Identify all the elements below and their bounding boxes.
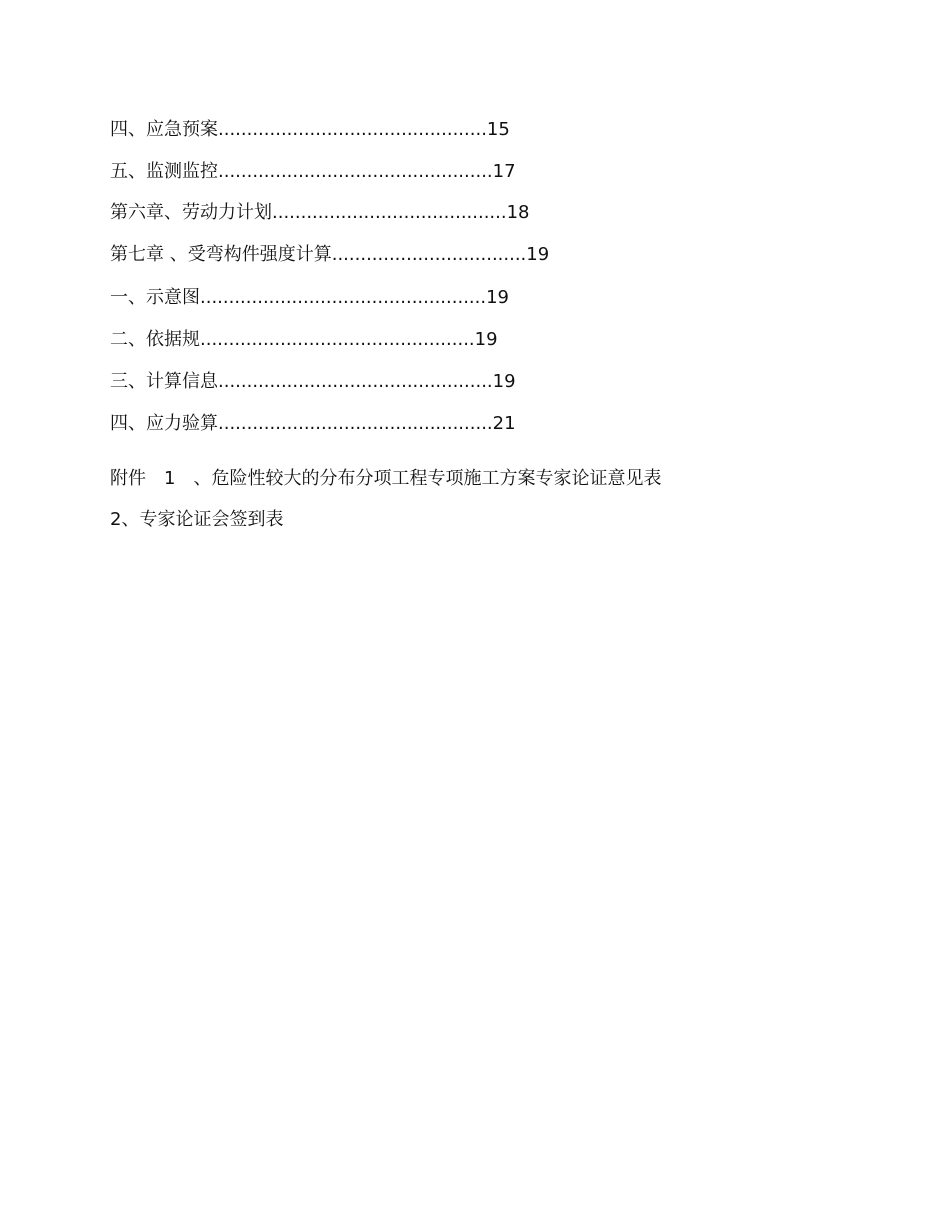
toc-entry-page: 15	[486, 119, 510, 140]
toc-entry	[110, 371, 516, 393]
toc-entry-leader: ................................................	[218, 161, 493, 182]
toc-entry	[110, 161, 516, 183]
toc-entry-leader: ...............................................	[218, 119, 487, 140]
toc-entry	[110, 202, 530, 224]
toc-entry-title: 四、应力验算	[110, 413, 218, 434]
toc-entry	[110, 119, 510, 141]
toc-entry-leader: ................................................	[200, 329, 475, 350]
toc-entry-title: 第六章、劳动力计划	[110, 202, 272, 223]
toc-entry	[110, 287, 509, 309]
toc-entry-title: 二、依据规	[110, 329, 200, 350]
appendix-line-2: 2、专家论证会签到表	[110, 509, 284, 530]
toc-entry-leader: ................................................	[218, 371, 493, 392]
toc-entry-title: 第七章 、受弯构件强度计算	[110, 244, 332, 265]
toc-entry-page: 17	[492, 161, 516, 182]
toc-entry-title: 四、应急预案	[110, 119, 218, 140]
toc-entry-page: 19	[474, 329, 498, 350]
toc-entry-page: 18	[506, 202, 530, 223]
toc-entry	[110, 329, 498, 351]
toc-entry-page: 19	[492, 371, 516, 392]
toc-entry-page: 19	[486, 287, 509, 308]
toc-entry-title: 一、示意图	[110, 287, 200, 308]
toc-entry	[110, 413, 516, 435]
toc-entry-page: 19	[526, 244, 550, 265]
toc-entry-leader: ..................................................	[200, 287, 487, 308]
toc-entry-title: 三、计算信息	[110, 371, 218, 392]
toc-entry-leader: ..................................	[331, 244, 527, 265]
toc-entry-page: 21	[492, 413, 516, 434]
toc-entry	[110, 244, 549, 266]
toc-entry-leader: .........................................	[272, 202, 507, 223]
toc-entry-leader: ................................................	[218, 413, 493, 434]
toc-entry-title: 五、监测监控	[110, 161, 218, 182]
appendix-line-1: 附件 1 、危险性较大的分布分项工程专项施工方案专家论证意见表	[110, 468, 662, 489]
